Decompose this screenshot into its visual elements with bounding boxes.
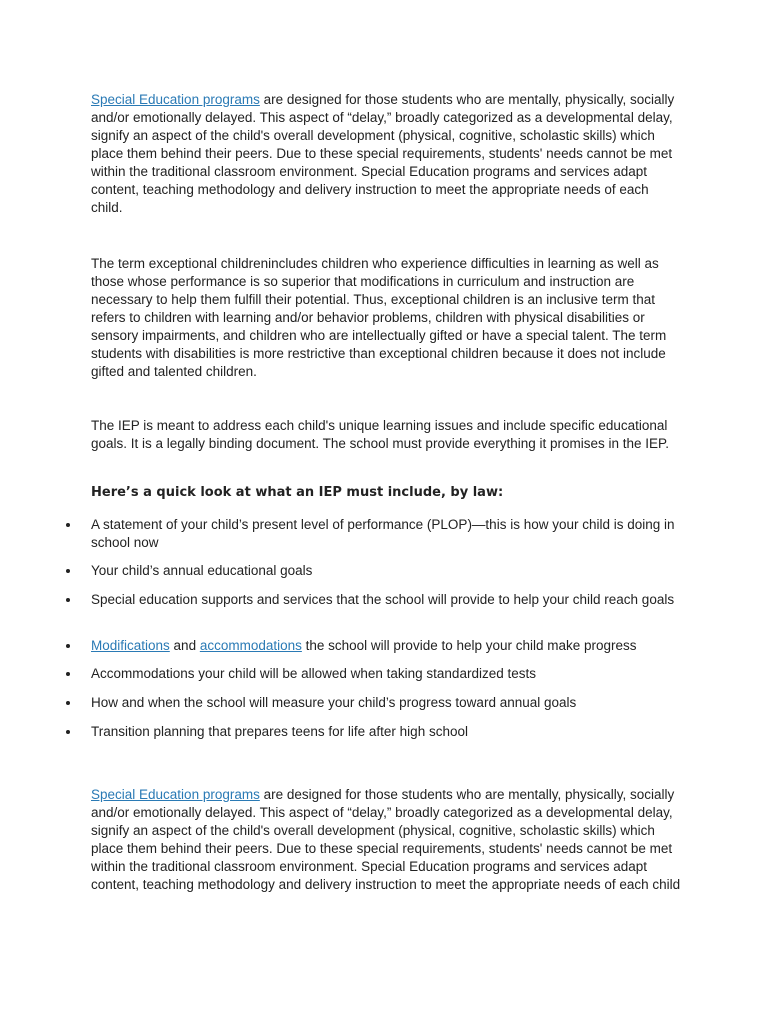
list-item-text: A statement of your child’s present level of performance (PLOP)—this is how your child is doing in school now <box>91 517 675 550</box>
list-item-text <box>91 637 691 655</box>
modifications-link[interactable]: Modifications <box>91 638 170 653</box>
intro-paragraph <box>91 91 683 217</box>
intro-paragraph-text: are designed for those students who are mentally, physically, socially and/or emotionally delayed. This aspect of “delay,” broadly categorized as a developmental delay, signify an aspect of the child's overall development (physical, cognitive, scholastic skills) which place them behind their peers. Due to these special requirements, students' needs cannot be met within the traditional classroom environment. Special Education programs and services adapt content, teaching methodology and delivery instruction to meet the appropriate needs of each child. <box>91 92 675 215</box>
exceptional-children-paragraph <box>91 255 683 381</box>
list-item-text: How and when the school will measure your child’s progress toward annual goals <box>91 695 577 710</box>
exceptional-children-text: The term exceptional childrenincludes children who experience difficulties in learning as well as those whose performance is so superior that modifications in curriculum and instruction are necessary to help them fulfill their potential. Thus, exceptional children is an inclusive term that refers to children with learning and/or behavior problems, children with physical disabilities or sensory impairments, and children who are intellectually gifted or have a special talent. The term students with disabilities is more restrictive than exceptional children because it does not include gifted and talented children. <box>91 256 667 379</box>
bullet-icon <box>66 644 70 648</box>
special-education-programs-link[interactable]: Special Education programs <box>91 92 260 107</box>
closing-paragraph <box>91 786 683 894</box>
special-education-programs-link[interactable]: Special Education programs <box>91 787 260 802</box>
bullet-icon <box>66 569 70 573</box>
bullet-icon <box>66 598 70 602</box>
and-text: and <box>169 638 200 653</box>
list-item-rest-text: the school will provide to help your child make progress <box>301 638 637 653</box>
iep-paragraph <box>91 417 683 453</box>
list-item-text: Your child’s annual educational goals <box>91 563 313 578</box>
list-item-text: Transition planning that prepares teens for life after high school <box>91 724 468 739</box>
list-item-text: Accommodations your child will be allowed when taking standardized tests <box>91 666 536 681</box>
bullet-icon <box>66 730 70 734</box>
closing-paragraph-text: are designed for those students who are mentally, physically, socially and/or emotionally delayed. This aspect of “delay,” broadly categorized as a developmental delay, signify an aspect of the child's overall development (physical, cognitive, scholastic skills) which place them behind their peers. Due to these special requirements, students' needs cannot be met within the traditional classroom environment. Special Education programs and services adapt content, teaching methodology and delivery instruction to meet the appropriate needs of each child <box>91 787 681 892</box>
accommodations-link[interactable]: accommodations <box>199 638 302 653</box>
bullet-icon <box>66 701 70 705</box>
list-item-text: Special education supports and services that the school will provide to help your child reach goals <box>91 592 675 607</box>
bullet-icon <box>66 523 70 527</box>
iep-paragraph-text: The IEP is meant to address each child's unique learning issues and include specific educational goals. It is a legally binding document. The school must provide everything it promises in the IEP. <box>91 418 670 451</box>
iep-requirements-heading: Here’s a quick look at what an IEP must include, by law: <box>91 485 504 500</box>
bullet-icon <box>66 672 70 676</box>
